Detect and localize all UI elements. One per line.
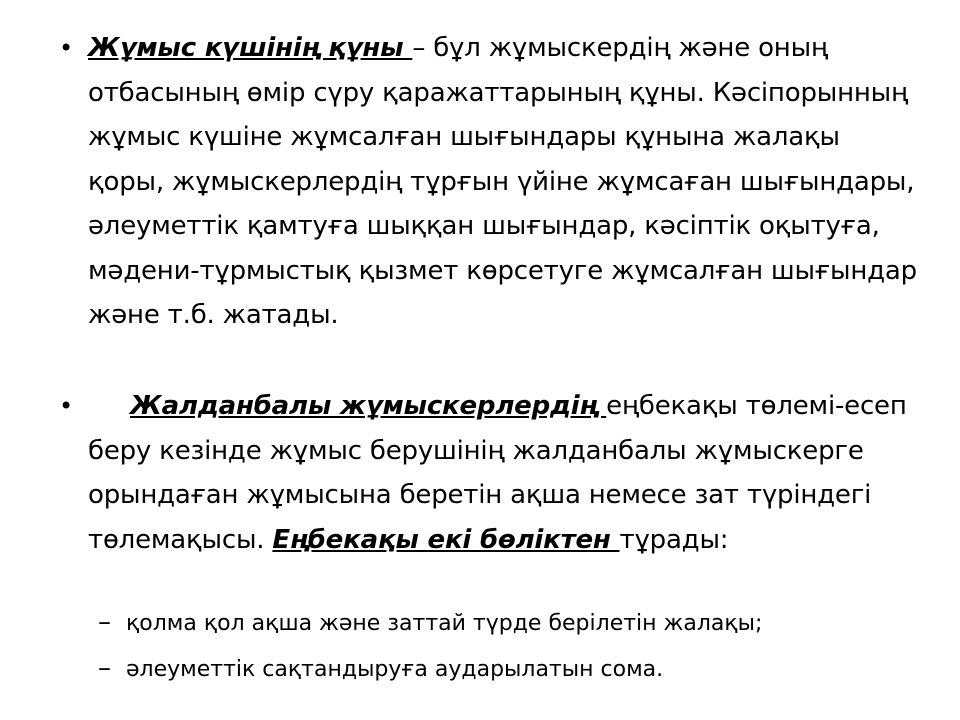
bullet-text-end: тұрады:: [619, 524, 729, 555]
sub-item-2: [98, 650, 916, 690]
sub-item-text: қолма қол ақша және заттай түрде берілетін жалақы;: [126, 611, 763, 636]
sub-item-text: әлеуметтік сақтандыруға аударылатын сома.: [126, 657, 664, 682]
bullet-text: – бұл жұмыскердің және оның отбасының өмір сүру қаражаттарының құны. Кәсіпорынның жұмыс күшіне жұмсалған шығындары құнына жалақы қоры, жұмыскерлердің тұрғын үйіне жұмсаған шығындары, әлеуметтік қамтуға шыққан шығындар, кәсіптік оқытуға, мәдени-тұрмыстық қызмет көрсетуге жұмсалған шығындар және т.б. жатады.: [88, 33, 917, 330]
dash-bullet: –: [98, 607, 111, 637]
dash-bullet: –: [98, 653, 111, 683]
sub-item-1: [98, 604, 916, 644]
term-wage-two-parts: Еңбекақы екі бөліктен: [272, 524, 620, 555]
bullet-text: еңбекақы төлемі-есеп беру кезінде жұмыс берушінің жалданбалы жұмыскерге орындаған жұмысына беретін ақша немесе зат түріндегі төлемақысы.: [88, 391, 907, 555]
bullet-dot: •: [59, 392, 73, 420]
bullet-item-2: [59, 384, 918, 562]
term-labor-cost: Жұмыс күшінің құны: [88, 33, 413, 63]
bullet-dot: •: [59, 34, 73, 62]
term-hired-workers: Жалданбалы жұмыскерлердің: [130, 391, 607, 421]
bullet-item-1: [59, 26, 918, 338]
